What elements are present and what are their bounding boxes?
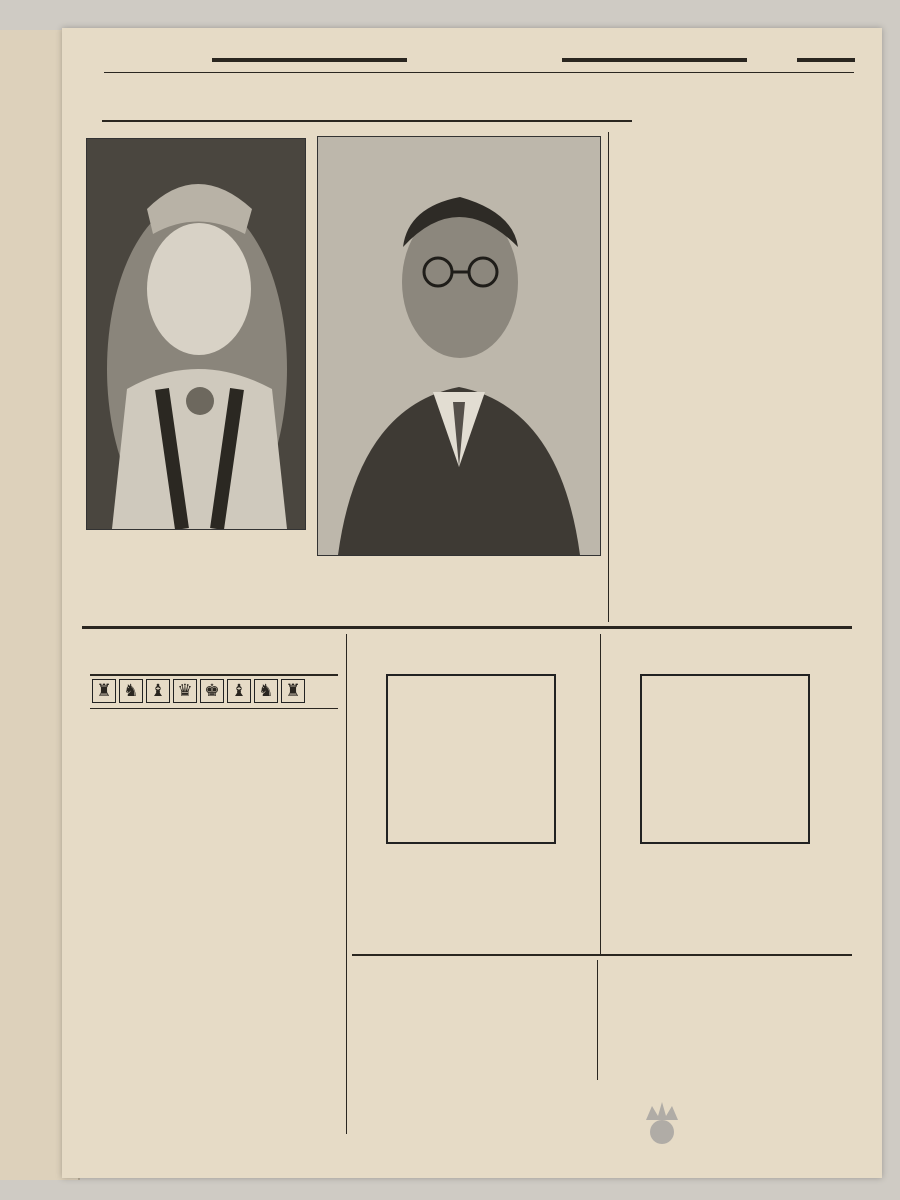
chess-pieces-banner [92,679,305,703]
knight-icon: ♞ [254,679,278,703]
chess-board-problem14 [386,674,556,844]
caption-composer [314,565,604,579]
photo-student [86,138,306,530]
photo-composer [317,136,601,556]
knight-icon: ♞ [119,679,143,703]
bishop-icon: ♝ [227,679,251,703]
rook-icon: ♜ [281,679,305,703]
rook-icon: ♜ [92,679,116,703]
bishop-icon: ♝ [146,679,170,703]
king-icon: ♚ [200,679,224,703]
queen-icon: ♛ [173,679,197,703]
newspaper-page [62,28,882,1178]
student-portrait-image [87,139,305,529]
composer-portrait-image [318,137,600,555]
crown-icon [642,1100,682,1146]
caption-student [72,538,317,566]
solutions-list [90,740,340,746]
chess-board-problem15 [640,674,810,844]
